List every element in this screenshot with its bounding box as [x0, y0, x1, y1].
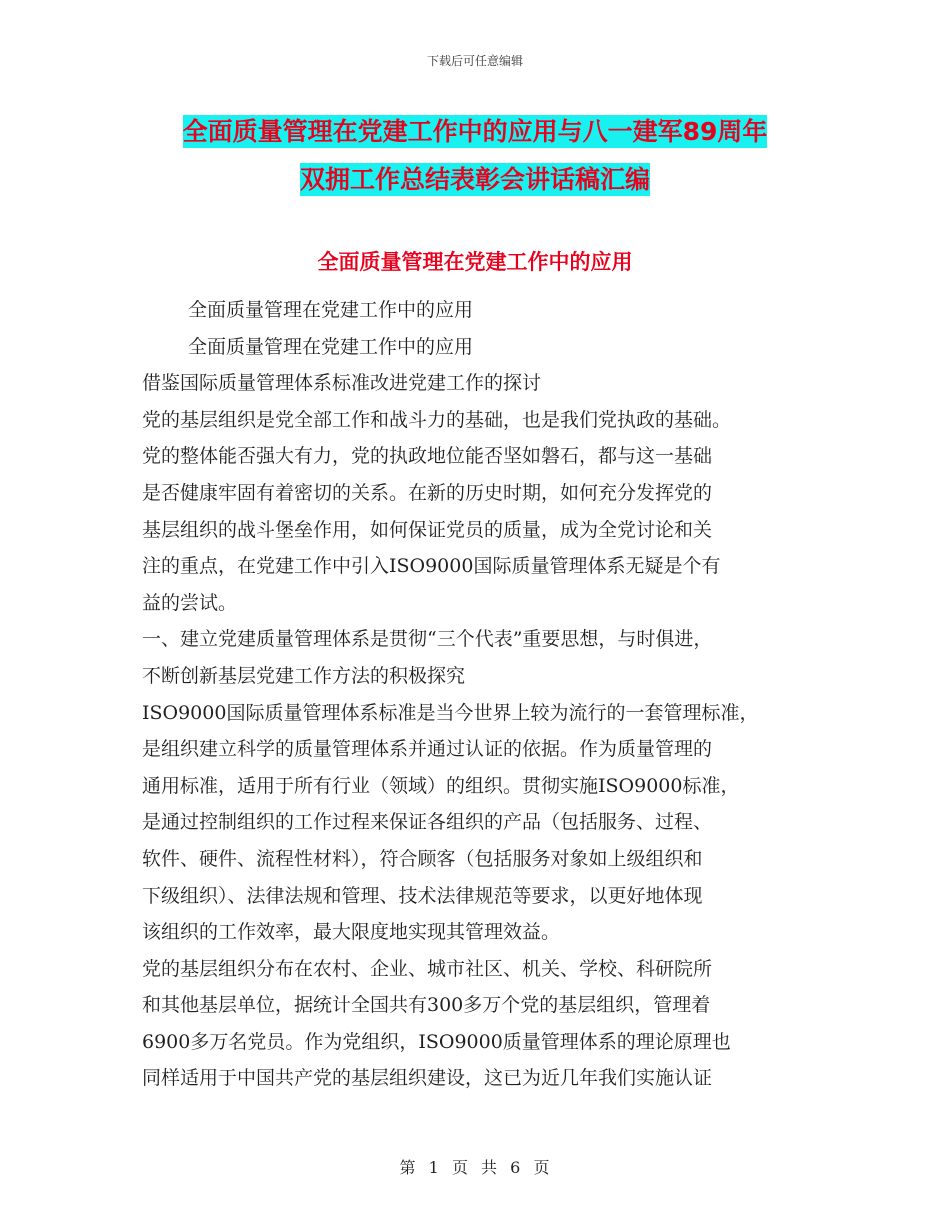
section-title: 全面质量管理在党建工作中的应用 [317, 250, 633, 274]
paragraph-line: ISO9000国际质量管理体系标准是当今世界上较为流行的一套管理标准， [142, 701, 759, 724]
paragraph-line: 下级组织）、法律法规和管理、技术法律规范等要求，以更好地体现 [142, 884, 703, 907]
document-title [0, 108, 950, 204]
paragraph-line: 不断创新基层党建工作方法的积极探究 [142, 664, 466, 687]
title-line-1: 全面质量管理在党建工作中的应用与八一建军89周年 [182, 117, 768, 146]
footer-total-unit: 页 [533, 1158, 551, 1177]
total-pages: 6 [510, 1158, 522, 1177]
footer-total-prefix: 共 [481, 1158, 499, 1177]
paragraph-line: 益的尝试。 [142, 591, 238, 614]
paragraph-line: 该组织的工作效率，最大限度地实现其管理效益。 [142, 921, 561, 944]
paragraph-line: 注的重点，在党建工作中引入ISO9000国际质量管理体系无疑是个有 [142, 555, 721, 578]
paragraph-line: 党的整体能否强大有力，党的执政地位能否坚如磐石，都与这一基础 [142, 445, 713, 468]
paragraph-line: 一、建立党建质量管理体系是贯彻“三个代表”重要思想，与时俱进， [142, 628, 713, 651]
paragraph-line: 和其他基层单位，据统计全国共有300多万个党的基层组织，管理着 [142, 994, 711, 1017]
paragraph-line: 同样适用于中国共产党的基层组织建设，这已为近几年我们实施认证 [142, 1067, 713, 1090]
footer-page-unit: 页 [451, 1158, 469, 1177]
paragraph-line: 是通过控制组织的工作过程来保证各组织的产品（包括服务、过程、 [142, 811, 713, 834]
paragraph-line: 借鉴国际质量管理体系标准改进党建工作的探讨 [142, 372, 542, 395]
footer-prefix: 第 [399, 1158, 417, 1177]
paragraph-line: 基层组织的战斗堡垒作用，如何保证党员的质量，成为全党讨论和关 [142, 518, 713, 541]
paragraph-line: 6900多万名党员。作为党组织，ISO9000质量管理体系的理论原理也 [142, 1030, 731, 1053]
paragraph-line: 通用标准，适用于所有行业（领域）的组织。贯彻实施ISO9000标准， [142, 774, 740, 797]
title-line-2: 双拥工作总结表彰会讲话稿汇编 [299, 165, 650, 194]
header-note: 下载后可任意编辑 [426, 54, 523, 68]
body-text [142, 292, 822, 1097]
paragraph-line: 是组织建立科学的质量管理体系并通过认证的依据。作为质量管理的 [142, 738, 713, 761]
paragraph-line: 是否健康牢固有着密切的关系。在新的历史时期，如何充分发挥党的 [142, 481, 713, 504]
paragraph-line: 全面质量管理在党建工作中的应用 [188, 299, 474, 321]
page-number: 1 [428, 1158, 440, 1177]
paragraph-line: 软件、硬件、流程性材料），符合顾客（包括服务对象如上级组织和 [142, 847, 703, 870]
paragraph-line: 全面质量管理在党建工作中的应用 [188, 335, 474, 358]
paragraph-line: 党的基层组织分布在农村、企业、城市社区、机关、学校、科研院所 [142, 957, 713, 980]
page-footer [0, 1155, 950, 1178]
paragraph-line: 党的基层组织是党全部工作和战斗力的基础，也是我们党执政的基础。 [142, 408, 732, 431]
